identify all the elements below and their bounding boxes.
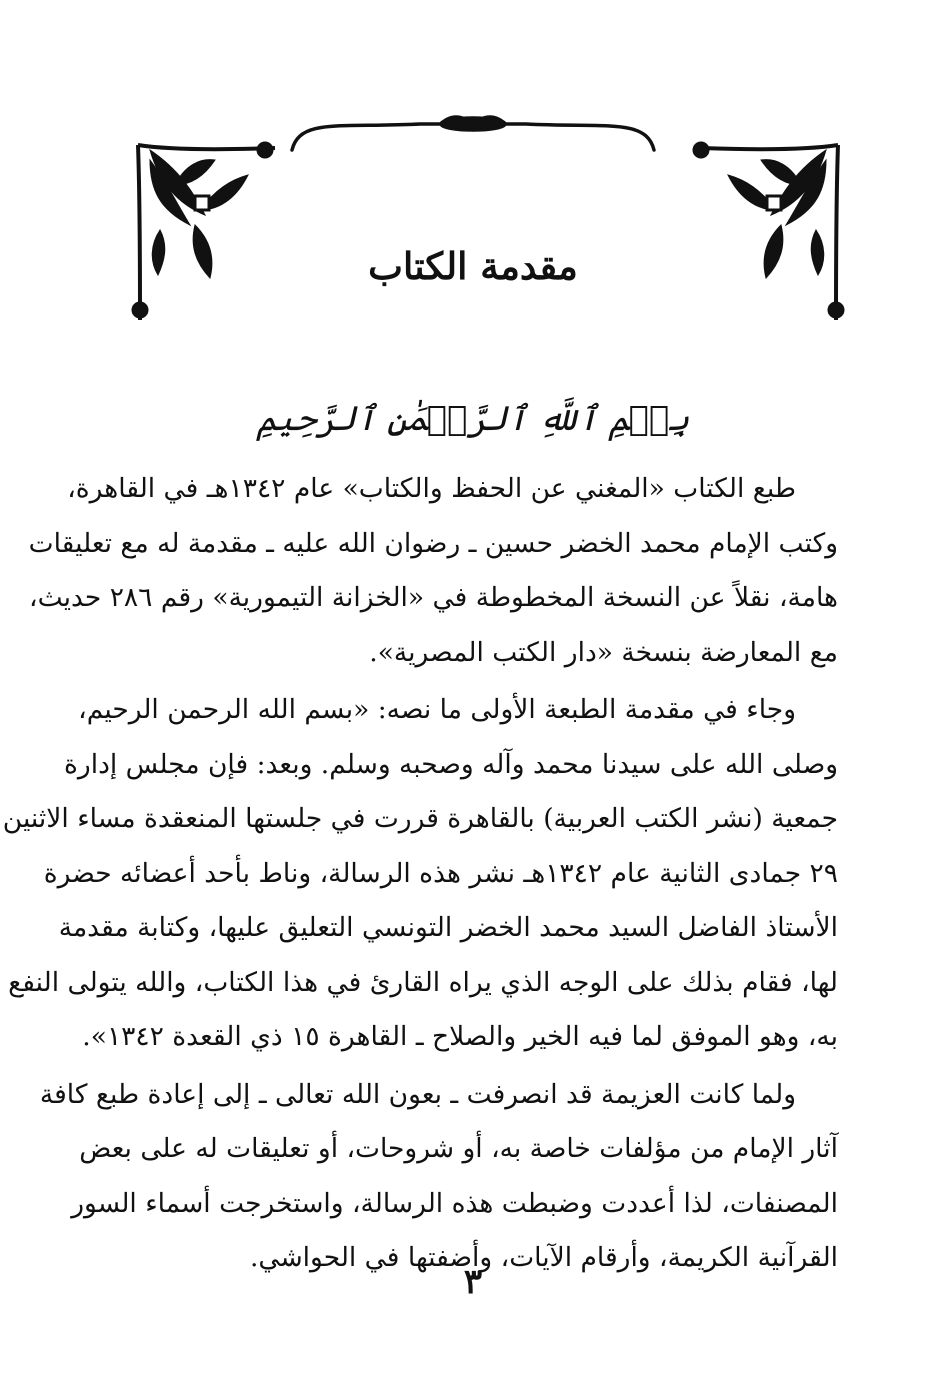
ornament-header [0,0,946,340]
text-line: ٢٩ جمادى الثانية عام ١٣٤٢هـ نشر هذه الرسالة، وناط بأحد أعضائه حضرة [43,857,838,889]
text-line: وصلى الله على سيدنا محمد وآله وصحبه وسلم. وبعد: فإن مجلس إدارة [64,748,838,780]
top-flourish-ornament [292,117,654,151]
text-line: القرآنية الكريمة، وأرقام الآيات، وأضفتها في الحواشي. [249,1242,838,1273]
text-line: طبع الكتاب «المغني عن الحفظ والكتاب» عام ١٣٤٢هـ في القاهرة، [67,473,796,504]
paragraph-3 [39,1068,838,1286]
paragraph-1 [28,462,838,680]
body-text [2,462,838,1289]
text-line: الأستاذ الفاضل السيد محمد الخضر التونسي التعليق عليها، وكتابة مقدمة [58,912,838,943]
page-number: ٣ [463,1262,483,1302]
text-line: هامة، نقلاً عن النسخة المخطوطة في «الخزانة التيمورية» رقم ٢٨٦ حديث، [29,582,838,613]
left-corner-ornament [132,142,275,320]
text-line: وكتب الإمام محمد الخضر حسين ـ رضوان الله عليه ـ مقدمة له مع تعليقات [28,527,838,559]
basmala: بِسۡمِ ٱللَّهِ ٱلرَّحۡمَٰنِ ٱلرَّحِيمِ [256,399,690,439]
text-line: جمعية (نشر الكتب العربية) بالقاهرة قررت في جلستها المنعقدة مساء الاثنين [2,803,838,834]
chapter-title: مقدمة الكتاب [368,244,578,288]
text-line: وجاء في مقدمة الطبعة الأولى ما نصه: «بسم الله الرحمن الرحيم، [78,694,796,725]
text-line: ولما كانت العزيمة قد انصرفت ـ بعون الله تعالى ـ إلى إعادة طبع كافة [39,1078,796,1110]
right-corner-ornament [693,142,844,320]
text-line: آثار الإمام من مؤلفات خاصة به، أو شروحات، أو تعليقات له على بعض [79,1133,838,1164]
text-line: به، وهو الموفق لما فيه الخير والصلاح ـ القاهرة ١٥ ذي القعدة ١٣٤٢». [82,1021,838,1052]
text-line: المصنفات، لذا أعددت وضبطت هذه الرسالة، واستخرجت أسماء السور [71,1187,838,1219]
text-line: مع المعارضة بنسخة «دار الكتب المصرية». [369,636,838,668]
text-line: لها، فقام بذلك على الوجه الذي يراه القارئ في هذا الكتاب، والله يتولى النفع [8,966,838,998]
paragraph-2 [2,683,838,1065]
